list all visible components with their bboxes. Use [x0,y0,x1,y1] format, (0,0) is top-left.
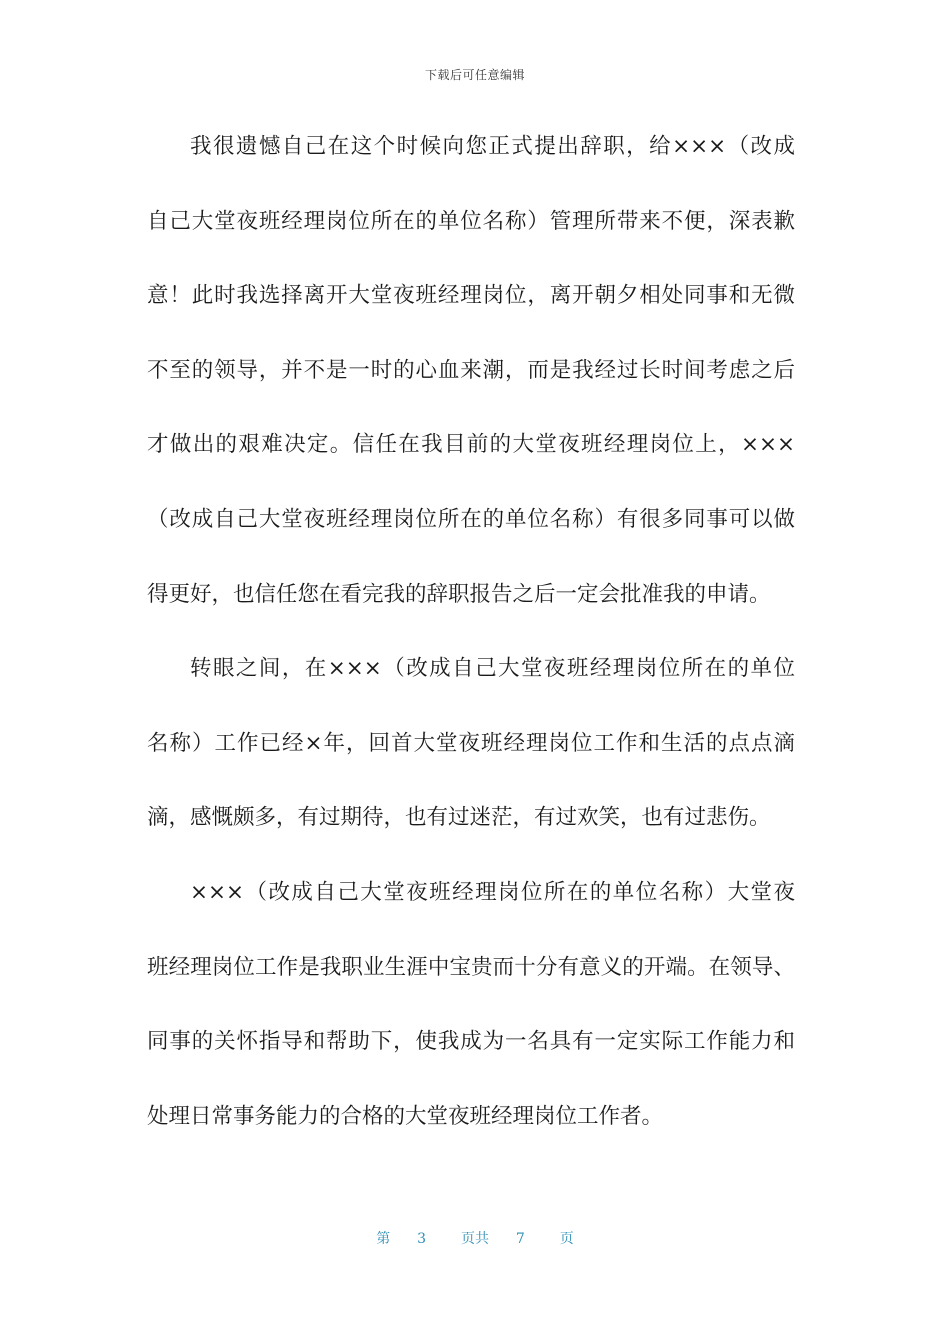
paragraph-2-line-2: 名称）工作已经×年，回首大堂夜班经理岗位工作和生活的点点滴 [147,730,795,756]
page-footer [0,1228,950,1248]
paragraph-3-line-1: ×××（改成自己大堂夜班经理岗位所在的单位名称）大堂夜 [190,879,795,905]
paragraph-2-line-1: 转眼之间，在×××（改成自己大堂夜班经理岗位所在的单位 [190,656,795,682]
paragraph-3-line-2: 班经理岗位工作是我职业生涯中宝贵而十分有意义的开端。在领导、 [147,954,795,980]
current-page-number: 3 [417,1231,427,1247]
page-label-suffix: 页 [559,1231,574,1247]
paragraph-1-line-5: 才做出的艰难决定。信任在我目前的大堂夜班经理岗位上，××× [147,432,795,458]
paragraph-1-line-2: 自己大堂夜班经理岗位所在的单位名称）管理所带来不便，深表歉 [147,208,795,234]
paragraph-1-line-4: 不至的领导，并不是一时的心血来潮，而是我经过长时间考虑之后 [147,357,795,383]
paragraph-3-line-4: 处理日常事务能力的合格的大堂夜班经理岗位工作者。 [147,1103,664,1129]
paragraph-1-line-7: 得更好，也信任您在看完我的辞职报告之后一定会批准我的申请。 [147,581,771,607]
paragraph-1-line-6: （改成自己大堂夜班经理岗位所在的单位名称）有很多同事可以做 [147,506,795,532]
document-body [147,118,795,1162]
paragraph-1-line-1: 我很遗憾自己在这个时候向您正式提出辞职，给×××（改成 [190,134,795,159]
paragraph-1-line-3: 意！此时我选择离开大堂夜班经理岗位，离开朝夕相处同事和无微 [147,283,795,309]
page-header: 下载后可任意编辑 [424,68,525,82]
paragraph-2-line-3: 滴，感慨颇多，有过期待，也有过迷茫，有过欢笑，也有过悲伤。 [147,805,771,831]
page-label-mid: 页共 [461,1231,489,1247]
paragraph-3-line-3: 同事的关怀指导和帮助下，使我成为一名具有一定实际工作能力和 [147,1029,795,1055]
total-pages-number: 7 [515,1231,525,1247]
page-label-prefix: 第 [376,1231,391,1247]
